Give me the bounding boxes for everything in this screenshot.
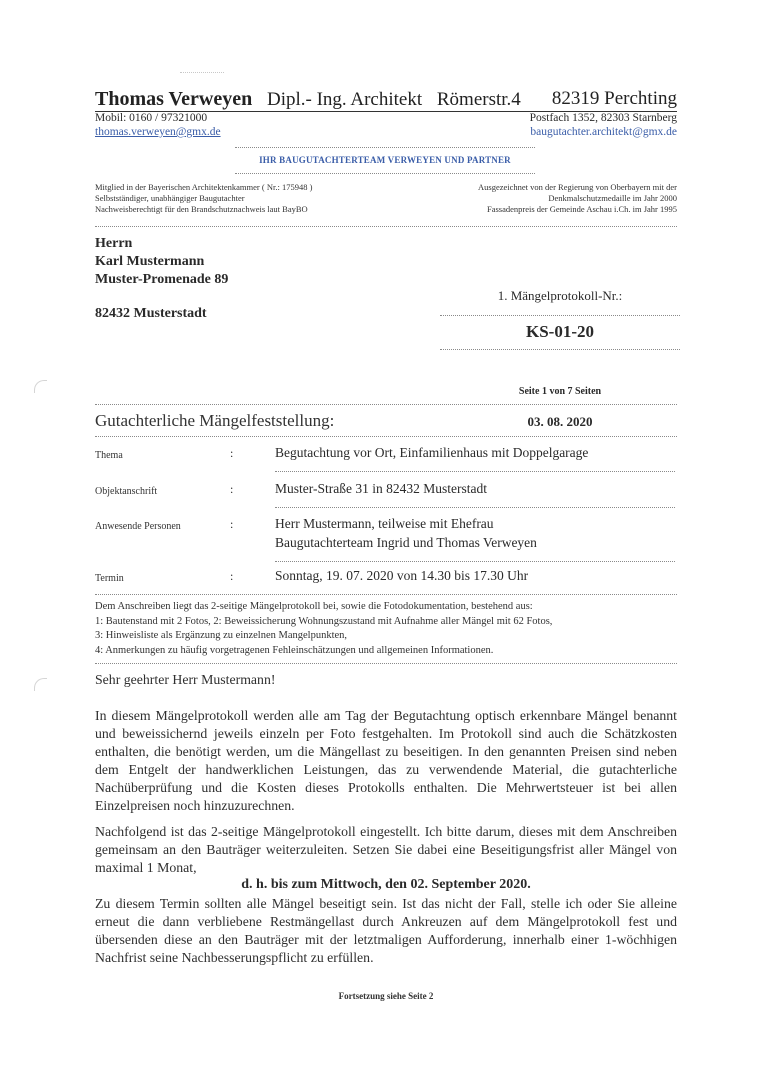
email-link-right[interactable]: baugutachter.architekt@gmx.de [530,126,677,138]
award-line: Fassadenpreis der Gemeinde Aschau i.Ch. im Jahr 1995 [486,204,677,214]
punch-hole-mark [34,678,47,691]
recipient-salutation: Herrn [95,236,133,251]
detail-label-personen: Anwesende Personen [95,521,181,532]
punch-hole-mark [34,380,47,393]
divider [440,315,680,316]
enclosure-item: 1: Bautenstand mit 2 Fotos, 2: Beweissicherung Wohnungszustand mit Aufnahme aller Mängel mit 62 Fotos, [95,615,553,627]
credentials-left [95,182,312,215]
architect-city: 82319 Perchting [551,88,677,109]
award-line: Denkmalschutzmedaille im Jahr 2000 [548,193,677,203]
protocol-number: KS-01-20 [526,322,594,341]
divider [440,349,680,350]
credential-line: Mitglied in der Bayerischen Architektenkammer ( Nr.: 175948 ) [95,182,313,192]
letter-greeting: Sehr geehrter Herr Mustermann! [95,672,276,687]
detail-value-personen [275,514,537,552]
divider [95,594,677,595]
postbox-address: Postfach 1352, 82303 Starnberg [529,112,677,124]
detail-colon: : [230,446,234,460]
email-link-left[interactable]: thomas.verweyen@gmx.de [95,126,221,138]
letter-paragraph-1: In diesem Mängelprotokoll werden alle am Tag der Begutachtung optisch erkennbare Mängel benannt und beweissichernd jeweils einzeln per Foto festgehalten. Im Protokoll sind auch die Schätzkosten enthalten, die benötigt werden, um die Mängellast zu beseitigen. In den genannten Preisen sind neben dem Entgelt der handwerklichen Leistungen, das zu verwendende Material, die gutachterliche Nachüberprüfung und die Kosten dieses Protokolls enthalten. Die Mehrwertsteuer ist bei allen Einzelpreisen noch hinzuzurechnen. [95,708,677,813]
mobile-number: Mobil: 0160 / 97321000 [95,112,208,124]
divider [235,147,535,148]
credential-line: Nachweisberechtigt für den Brandschutznachweis laut BayBO [95,204,308,214]
continuation-note: Fortsetzung siehe Seite 2 [338,991,434,1001]
team-banner: IHR BAUGUTACHTERTEAM VERWEYEN UND PARTNER [259,155,511,165]
divider [275,561,675,562]
enclosure-item: 3: Hinweisliste als Ergänzung zu einzelnen Mangelpunkten, [95,630,348,641]
detail-label-objektanschrift: Objektanschrift [95,486,158,497]
recipient-city: 82432 Musterstadt [95,306,207,321]
deadline: d. h. bis zum Mittwoch, den 02. September 2020. [241,877,531,892]
detail-label-thema: Thema [95,450,123,461]
report-title: Gutachterliche Mängelfeststellung: [95,411,335,430]
detail-value-thema: Begutachtung vor Ort, Einfamilienhaus mit Doppelgarage [275,445,589,460]
report-date: 03. 08. 2020 [527,414,593,429]
architect-title: Dipl.- Ing. Architekt [266,89,423,110]
architect-name: Thomas Verweyen [95,88,253,110]
credential-line: Selbstständiger, unabhängiger Baugutachter [95,193,245,203]
divider [275,507,675,508]
detail-colon: : [230,569,234,583]
detail-colon: : [230,482,234,496]
divider [235,173,535,174]
divider [95,663,677,664]
detail-value-termin: Sonntag, 19. 07. 2020 von 14.30 bis 17.30 Uhr [275,568,529,583]
detail-label-termin: Termin [95,573,124,584]
enclosure-item: 4: Anmerkungen zu häufig vorgetragenen Fehleinschätzungen und allgemeinen Informationen. [95,644,494,656]
recipient-address [95,235,228,289]
detail-colon: : [230,517,234,531]
enclosures-list [95,600,685,658]
protocol-label: 1. Mängelprotokoll-Nr.: [497,288,623,303]
person-line: Herr Mustermann, teilweise mit Ehefrau [275,516,494,531]
letterhead-main-line [95,88,677,112]
credentials-right [478,182,677,215]
divider [95,404,677,405]
divider [95,226,677,227]
letter-paragraph-2: Nachfolgend ist das 2-seitige Mängelprotokoll eingestellt. Ich bitte darum, dieses mit dem Anschreiben gemeinsam an den Bauträger weiterzuleiten. Setzen Sie dabei eine Beseitigungsfrist aller Mängel von maximal 1 Monat, [95,824,677,875]
architect-street: Römerstr.4 [436,89,521,110]
recipient-name: Karl Mustermann [95,254,205,269]
divider [275,471,675,472]
enclosure-intro: Dem Anschreiben liegt das 2-seitige Mängelprotokoll bei, sowie die Fotodokumentation, bestehend aus: [95,601,533,612]
page-indicator: Seite 1 von 7 Seiten [518,386,602,397]
divider [95,436,677,437]
detail-value-objektanschrift: Muster-Straße 31 in 82432 Musterstadt [275,481,487,496]
scan-smudge [180,72,224,76]
letter-paragraph-3: Zu diesem Termin sollten alle Mängel beseitigt sein. Ist das nicht der Fall, stelle ich oder Sie alleine erneut die dann verbliebene Restmängellast durch Ankreuzen auf dem Mängelprotokoll fest und übersenden diese an den Bauträger mit der letztmaligen Aufforderung, innerhalb einer 1-wöchhigen Nachfrist seine Nachbesserungspflicht zu erfüllen. [95,896,677,965]
recipient-street: Muster-Promenade 89 [95,272,229,287]
person-line: Baugutachterteam Ingrid und Thomas Verweyen [275,535,537,550]
award-line: Ausgezeichnet von der Regierung von Oberbayern mit der [478,182,677,192]
